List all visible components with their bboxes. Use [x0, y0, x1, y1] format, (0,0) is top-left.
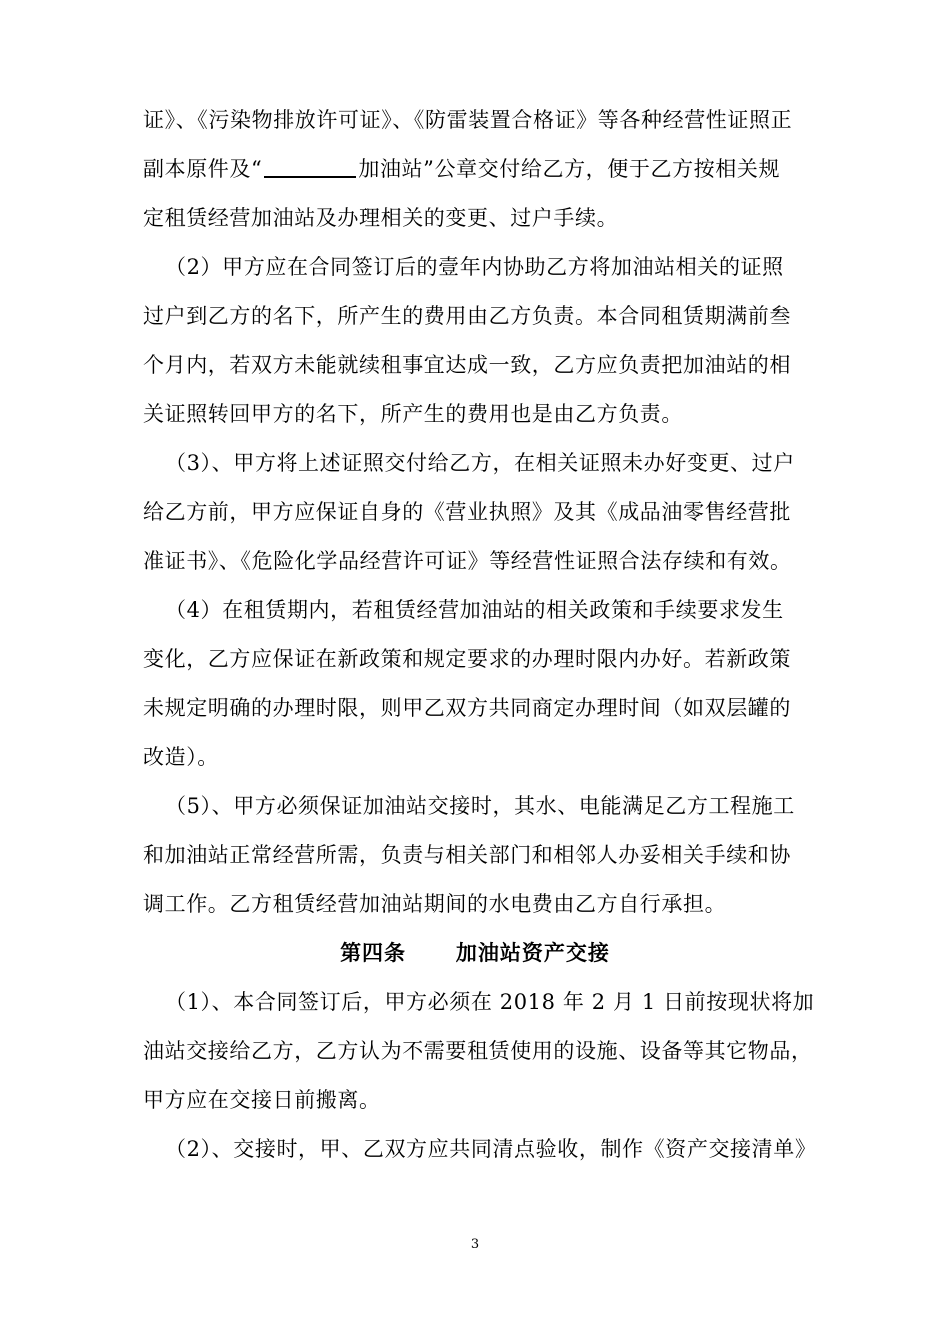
text-line: 甲方应在交接日前搬离。 [143, 1088, 381, 1112]
text-line: 改造）。 [143, 745, 219, 769]
fill-in-blank [264, 156, 356, 178]
text-line: （4）在租赁期内，若租赁经营加油站的相关政策和手续要求发生 [165, 598, 784, 622]
text-line: 给乙方前，甲方应保证自身的《营业执照》及其《成品油零售经营批 [143, 500, 791, 524]
text-segment: 副本原件及“ [143, 157, 263, 181]
text-line: 准证书》、《危险化学品经营许可证》等经营性证照合法存续和有效。 [143, 549, 792, 573]
text-line: （2）甲方应在合同签订后的壹年内协助乙方将加油站相关的证照 [165, 255, 784, 279]
text-line: 调工作。乙方租赁经营加油站期间的水电费由乙方自行承担。 [143, 892, 727, 916]
text-line: 和加油站正常经营所需，负责与相关部门和相邻人办妥相关手续和协 [143, 843, 791, 867]
text-line: 未规定明确的办理时限，则甲乙双方共同商定办理时间（如双层罐的 [143, 696, 791, 720]
text-line: 关证照转回甲方的名下，所产生的费用也是由乙方负责。 [143, 402, 683, 426]
text-line: （3）、甲方将上述证照交付给乙方，在相关证照未办好变更、过户 [165, 451, 795, 475]
page-number: 3 [470, 1237, 480, 1252]
text-line: 个月内，若双方未能就续租事宜达成一致，乙方应负责把加油站的相 [143, 353, 791, 377]
text-line: （2）、交接时，甲、乙双方应共同清点验收，制作《资产交接清单》 [165, 1137, 817, 1161]
text-segment: 加油站”公章交付给乙方，便于乙方按相关规 [358, 157, 781, 181]
text-line: （5）、甲方必须保证加油站交接时，其水、电能满足乙方工程施工 [165, 794, 795, 818]
text-line: 证》、《污染物排放许可证》、《防雷装置合格证》等各种经营性证照正 [143, 108, 793, 132]
text-line: 过户到乙方的名下，所产生的费用由乙方负责。本合同租赁期满前叁 [143, 304, 791, 328]
text-line: 定租赁经营加油站及办理相关的变更、过户手续。 [143, 206, 619, 230]
text-line: 变化，乙方应保证在新政策和规定要求的办理时限内办好。若新政策 [143, 647, 791, 671]
section-heading: 第四条 加油站资产交接 [340, 940, 610, 965]
text-line [143, 155, 823, 183]
text-line: （1）、本合同签订后，甲方必须在 2018 年 2 月 1 日前按现状将加 [165, 990, 815, 1014]
text-line: 油站交接给乙方，乙方认为不需要租赁使用的设施、设备等其它物品， [143, 1039, 813, 1063]
